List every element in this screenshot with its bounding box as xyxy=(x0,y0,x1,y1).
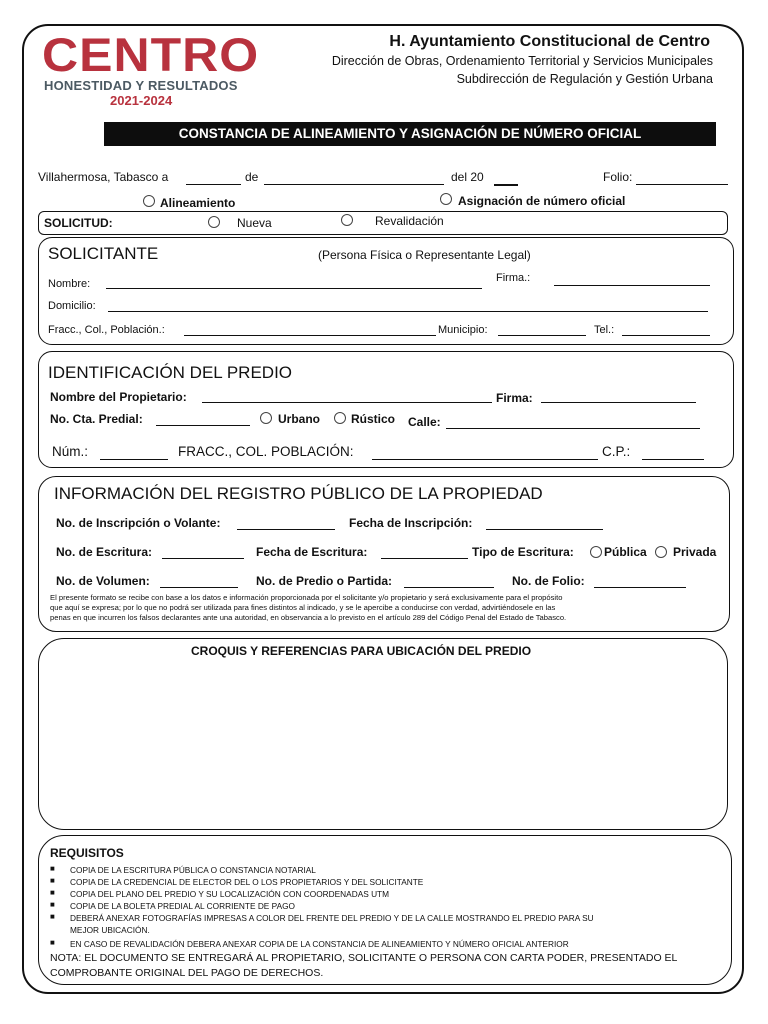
bullet-3: ■ xyxy=(50,888,55,897)
logo-tagline: HONESTIDAD Y RESULTADOS xyxy=(44,78,238,93)
volumen-field[interactable] xyxy=(160,587,238,588)
registro-title: INFORMACIÓN DEL REGISTRO PÚBLICO DE LA PROPIEDAD xyxy=(54,484,543,503)
nota-line-1: NOTA: EL DOCUMENTO SE ENTREGARÁ AL PROPIETARIO, SOLICITANTE O PERSONA CON CARTA PODER, PRESENTADO EL xyxy=(50,952,678,964)
year-label: del 20 xyxy=(451,170,484,184)
day-field[interactable] xyxy=(186,184,241,185)
fecha-escritura-label: Fecha de Escritura: xyxy=(256,545,368,559)
domicilio-field[interactable] xyxy=(108,311,708,312)
firma-label: Firma.: xyxy=(496,272,531,284)
tel-field[interactable] xyxy=(622,335,710,336)
year-field[interactable] xyxy=(494,184,518,186)
inscripcion-field[interactable] xyxy=(237,529,335,530)
asignacion-label: Asignación de número oficial xyxy=(458,194,626,208)
domicilio-label: Domicilio: xyxy=(48,300,96,312)
folio-label: Folio: xyxy=(603,170,633,184)
header-line-2: Subdirección de Regulación y Gestión Urbana xyxy=(456,72,713,86)
alineamiento-radio[interactable] xyxy=(143,195,155,207)
croquis-section[interactable] xyxy=(38,638,728,830)
month-field[interactable] xyxy=(264,184,444,185)
croquis-title: CROQUIS Y REFERENCIAS PARA UBICACIÓN DEL PREDIO xyxy=(191,644,532,658)
requisito-2: COPIA DE LA CREDENCIAL DE ELECTOR DEL O LOS PROPIETARIOS Y DEL SOLICITANTE xyxy=(70,877,424,887)
num-label: Núm.: xyxy=(52,444,89,459)
form-title-banner: CONSTANCIA DE ALINEAMIENTO Y ASIGNACIÓN DE NÚMERO OFICIAL xyxy=(104,122,716,146)
month-label: de xyxy=(245,170,259,184)
fecha-inscripcion-label: Fecha de Inscripción: xyxy=(349,516,473,530)
num-field[interactable] xyxy=(100,459,168,460)
escritura-field[interactable] xyxy=(162,558,244,559)
tipo-escritura-label: Tipo de Escritura: xyxy=(472,545,574,559)
asignacion-radio[interactable] xyxy=(440,193,452,205)
requisito-6: EN CASO DE REVALIDACIÓN DEBERA ANEXAR COPIA DE LA CONSTANCIA DE ALINEAMIENTO Y NÚMERO OFICIAL ANTERIOR xyxy=(70,939,569,949)
cp-label: C.P.: xyxy=(602,444,631,459)
alineamiento-label: Alineamiento xyxy=(160,196,236,210)
nueva-label: Nueva xyxy=(237,216,272,230)
propietario-field[interactable] xyxy=(202,402,492,403)
cta-predial-label: No. Cta. Predial: xyxy=(50,412,143,426)
predio-title: IDENTIFICACIÓN DEL PREDIO xyxy=(48,363,293,382)
fracc-poblacion-label: FRACC., COL. POBLACIÓN: xyxy=(178,444,354,459)
header-title: H. Ayuntamiento Constitucional de Centro xyxy=(389,33,710,50)
rustico-label: Rústico xyxy=(351,412,396,426)
predio-partida-label: No. de Predio o Partida: xyxy=(256,574,393,588)
nota-line-2: COMPROBANTE ORIGINAL DEL PAGO DE DERECHOS. xyxy=(50,967,324,979)
requisito-3: COPIA DEL PLANO DEL PREDIO Y SU LOCALIZACIÓN CON COORDENADAS UTM xyxy=(70,889,390,899)
disclaimer-line-2: que aquí se expresa; por lo que no podrá ser utilizada para fines distintos al indicado, y se le apercibe a conducirse con verdad, advirtiéndosele en las xyxy=(50,603,556,612)
solicitud-label: SOLICITUD: xyxy=(44,216,113,230)
calle-field[interactable] xyxy=(446,428,700,429)
firma-field[interactable] xyxy=(554,285,710,286)
privada-label: Privada xyxy=(673,545,717,559)
fecha-inscripcion-field[interactable] xyxy=(486,529,603,530)
publica-label: Pública xyxy=(604,545,647,559)
calle-label: Calle: xyxy=(408,415,441,429)
predio-partida-field[interactable] xyxy=(404,587,494,588)
volumen-label: No. de Volumen: xyxy=(56,574,150,588)
publica-radio[interactable] xyxy=(590,546,602,558)
place-label: Villahermosa, Tabasco a xyxy=(38,170,169,184)
requisito-5: DEBERÁ ANEXAR FOTOGRAFÍAS IMPRESAS A COLOR DEL FRENTE DEL PREDIO Y DE LA CALLE MOSTRANDO EL PREDIO PARA SU xyxy=(70,913,594,923)
requisito-1: COPIA DE LA ESCRITURA PÚBLICA O CONSTANCIA NOTARIAL xyxy=(70,865,316,875)
bullet-1: ■ xyxy=(50,864,55,873)
registro-folio-field[interactable] xyxy=(594,587,686,588)
cta-predial-field[interactable] xyxy=(156,425,250,426)
requisitos-title: REQUISITOS xyxy=(50,846,124,860)
folio-field[interactable] xyxy=(636,184,728,185)
nueva-radio[interactable] xyxy=(208,216,220,228)
bullet-5: ■ xyxy=(50,912,55,921)
inscripcion-label: No. de Inscripción o Volante: xyxy=(56,516,221,530)
bullet-6: ■ xyxy=(50,938,55,947)
header-line-1: Dirección de Obras, Ordenamiento Territorial y Servicios Municipales xyxy=(331,54,713,68)
rustico-radio[interactable] xyxy=(334,412,346,424)
municipio-label: Municipio: xyxy=(438,324,488,336)
nombre-label: Nombre: xyxy=(48,278,91,290)
privada-radio[interactable] xyxy=(655,546,667,558)
bullet-2: ■ xyxy=(50,876,55,885)
escritura-label: No. de Escritura: xyxy=(56,545,153,559)
predio-firma-field[interactable] xyxy=(541,402,696,403)
bullet-4: ■ xyxy=(50,900,55,909)
urbano-radio[interactable] xyxy=(260,412,272,424)
fracc-label: Fracc., Col., Población.: xyxy=(48,324,165,336)
revalidacion-label: Revalidación xyxy=(375,214,444,228)
disclaimer-line-1: El presente formato se recibe con base a los datos e información proporcionada por el solicitante y/o propietario y será exclusivamente para el propósito xyxy=(50,593,563,602)
solicitante-title: SOLICITANTE xyxy=(48,244,159,263)
nombre-field[interactable] xyxy=(106,288,482,289)
logo-centro: CENTRO xyxy=(42,28,260,82)
fecha-escritura-field[interactable] xyxy=(381,558,468,559)
solicitante-subtitle: (Persona Física o Representante Legal) xyxy=(318,248,531,262)
predio-firma-label: Firma: xyxy=(496,391,533,405)
disclaimer-line-3: penas en que incurren los falsos declarantes ante una autoridad, en observancia a lo previsto en el artículo 289 del Código Penal del Estado de Tabasco. xyxy=(50,613,567,622)
tel-label: Tel.: xyxy=(594,324,615,336)
fracc-field[interactable] xyxy=(184,335,436,336)
revalidacion-radio[interactable] xyxy=(341,214,353,226)
propietario-label: Nombre del Propietario: xyxy=(50,390,187,404)
cp-field[interactable] xyxy=(642,459,704,460)
urbano-label: Urbano xyxy=(278,412,320,426)
fracc-poblacion-field[interactable] xyxy=(372,459,598,460)
municipio-field[interactable] xyxy=(498,335,586,336)
registro-folio-label: No. de Folio: xyxy=(512,574,585,588)
requisito-5-continued: MEJOR UBICACIÓN. xyxy=(70,925,150,935)
logo-years: 2021-2024 xyxy=(110,93,173,108)
requisito-4: COPIA DE LA BOLETA PREDIAL AL CORRIENTE DE PAGO xyxy=(70,901,296,911)
